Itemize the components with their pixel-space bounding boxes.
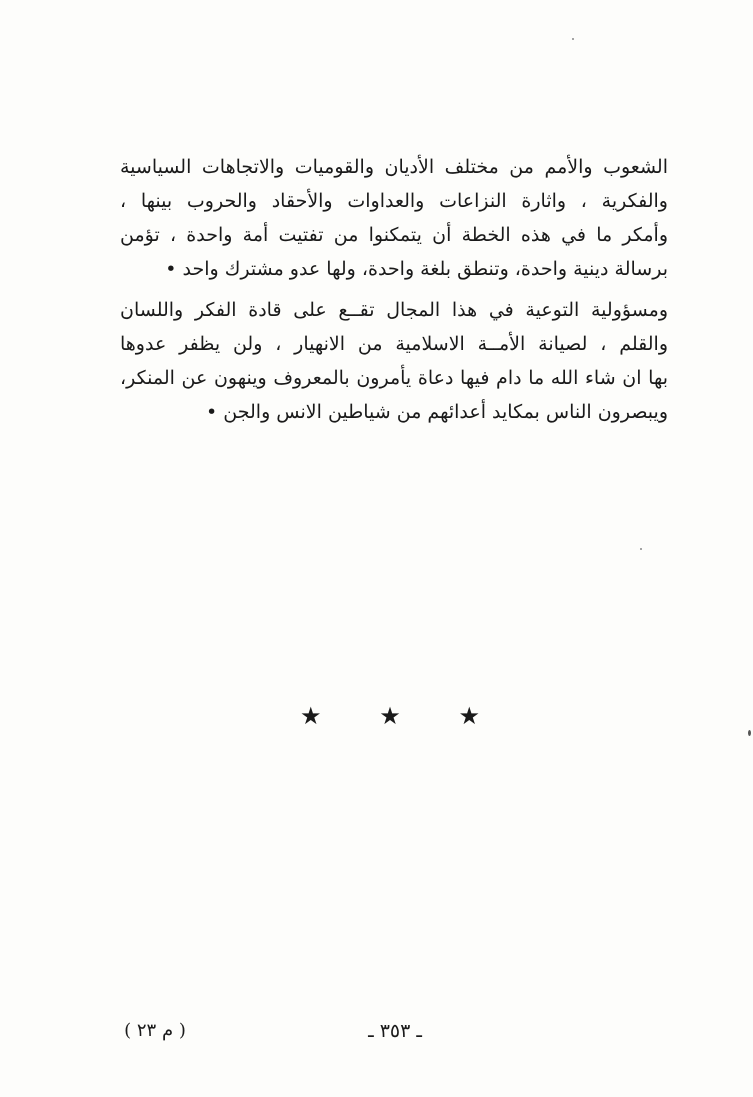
- star-icon: ★: [300, 702, 322, 730]
- paragraph-line: الشعوب والأمم من مختلف الأديان والقوميات والاتجاهات السياسية: [120, 156, 668, 178]
- signature-mark: ( م ٢٣ ): [124, 1020, 186, 1041]
- scan-speck: [572, 38, 574, 40]
- star-icon: ★: [458, 702, 480, 730]
- section-separator: [300, 702, 480, 730]
- paragraph-1: [120, 150, 668, 286]
- star-icon: ★: [379, 702, 401, 730]
- scan-speck: [640, 548, 642, 550]
- paragraph-line: بها ان شاء الله ما دام فيها دعاة يأمرون بالمعروف وينهون عن المنكر،: [120, 367, 668, 389]
- paragraph-line: ومسؤولية التوعية في هذا المجال تقــع على قادة الفكر واللسان: [120, 299, 668, 321]
- scan-speck: [748, 730, 751, 736]
- paragraph-2: [120, 293, 668, 429]
- paragraph-line: وأمكر ما في هذه الخطة أن يتمكنوا من تفتيت أمة واحدة ، تؤمن: [120, 224, 668, 246]
- paragraph-line: والقلم ، لصيانة الأمــة الاسلامية من الانهيار ، ولن يظفر عدوها: [120, 333, 668, 355]
- paragraph-line: والفكرية ، واثارة النزاعات والعداوات والأحقاد والحروب بينها ،: [120, 190, 668, 212]
- paragraph-line: ويبصرون الناس بمكايد أعدائهم من شياطين الانس والجن •: [206, 401, 668, 423]
- page-number: ـ ٣٥٣ ـ: [368, 1020, 422, 1042]
- paragraph-line: برسالة دينية واحدة، وتنطق بلغة واحدة، ولها عدو مشترك واحد •: [165, 258, 668, 280]
